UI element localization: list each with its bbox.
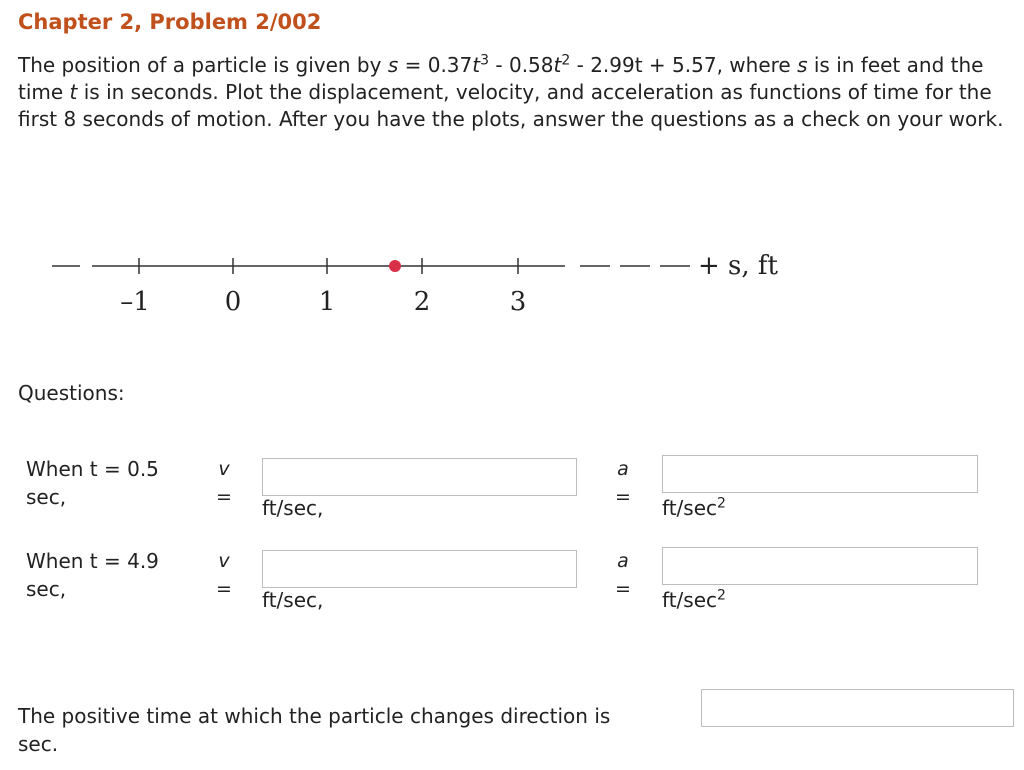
q1-velocity-unit: ft/sec, (262, 496, 324, 520)
q1-acceleration-input[interactable] (662, 455, 978, 493)
unit-text: ft/sec (662, 588, 717, 612)
tick-label: 2 (413, 287, 431, 317)
q1-acceleration-unit (662, 496, 726, 520)
eq-part-c: - 2.99t + 5.57, where (570, 53, 798, 77)
var-t: t (553, 53, 562, 77)
q1-a-symbol (613, 455, 633, 511)
q1-when: When t = 0.5 (26, 457, 159, 481)
eq-part-b: - 0.58 (489, 53, 554, 77)
var-t: t (472, 53, 481, 77)
var-t: t (69, 80, 78, 104)
tick-label: 0 (224, 287, 242, 317)
q2-sec: sec, (26, 577, 67, 601)
q2-acceleration-input[interactable] (662, 547, 978, 585)
q1-sec: sec, (26, 485, 67, 509)
a-label: a (617, 550, 629, 572)
direction-change-prompt (18, 702, 610, 758)
a-label: a (617, 458, 629, 480)
unit-exponent: 2 (717, 587, 726, 604)
v-label: v (218, 550, 230, 572)
tick-label: 3 (509, 287, 527, 317)
q2-when: When t = 4.9 (26, 549, 159, 573)
axis-label: + s, ft (698, 251, 778, 281)
q2-v-symbol (214, 547, 234, 603)
eq-part-a: = 0.37 (398, 53, 473, 77)
problem-rest: is in seconds. Plot the displacement, velocity, and acceleration as functions of time for the first 8 seconds of motion. After you have the plots, answer the questions as a check on your work. (18, 80, 1004, 131)
tick-label: –1 (120, 287, 150, 317)
exponent-3: 3 (480, 52, 490, 69)
q2-prompt (26, 547, 159, 603)
direction-change-time-input[interactable] (701, 689, 1014, 727)
unit-text: ft/sec (662, 496, 717, 520)
equals-sign: = (615, 486, 631, 508)
equals-sign: = (216, 486, 232, 508)
tick-label: 1 (318, 287, 336, 317)
var-s: s (797, 53, 808, 77)
q2-acceleration-unit (662, 588, 726, 612)
q2-a-symbol (613, 547, 633, 603)
unit-exponent: 2 (717, 495, 726, 512)
q2-velocity-unit: ft/sec, (262, 588, 324, 612)
v-label: v (218, 458, 230, 480)
exponent-2: 2 (561, 52, 571, 69)
q2-velocity-input[interactable] (262, 550, 577, 588)
q1-velocity-input[interactable] (262, 458, 577, 496)
number-line-figure (0, 240, 800, 330)
direction-change-text: The positive time at which the particle changes direction is (18, 704, 611, 728)
equals-sign: = (615, 578, 631, 600)
questions-label: Questions: (18, 381, 125, 405)
q1-prompt (26, 455, 159, 511)
particle-dot (389, 260, 401, 272)
problem-intro: The position of a particle is given by (18, 53, 388, 77)
equals-sign: = (216, 578, 232, 600)
problem-title: Chapter 2, Problem 2/002 (18, 10, 322, 34)
problem-statement (18, 52, 1008, 133)
var-s: s (387, 53, 399, 77)
problem-mid: is in feet and the time (18, 53, 984, 104)
direction-change-unit: sec. (18, 732, 59, 756)
q1-v-symbol (214, 455, 234, 511)
